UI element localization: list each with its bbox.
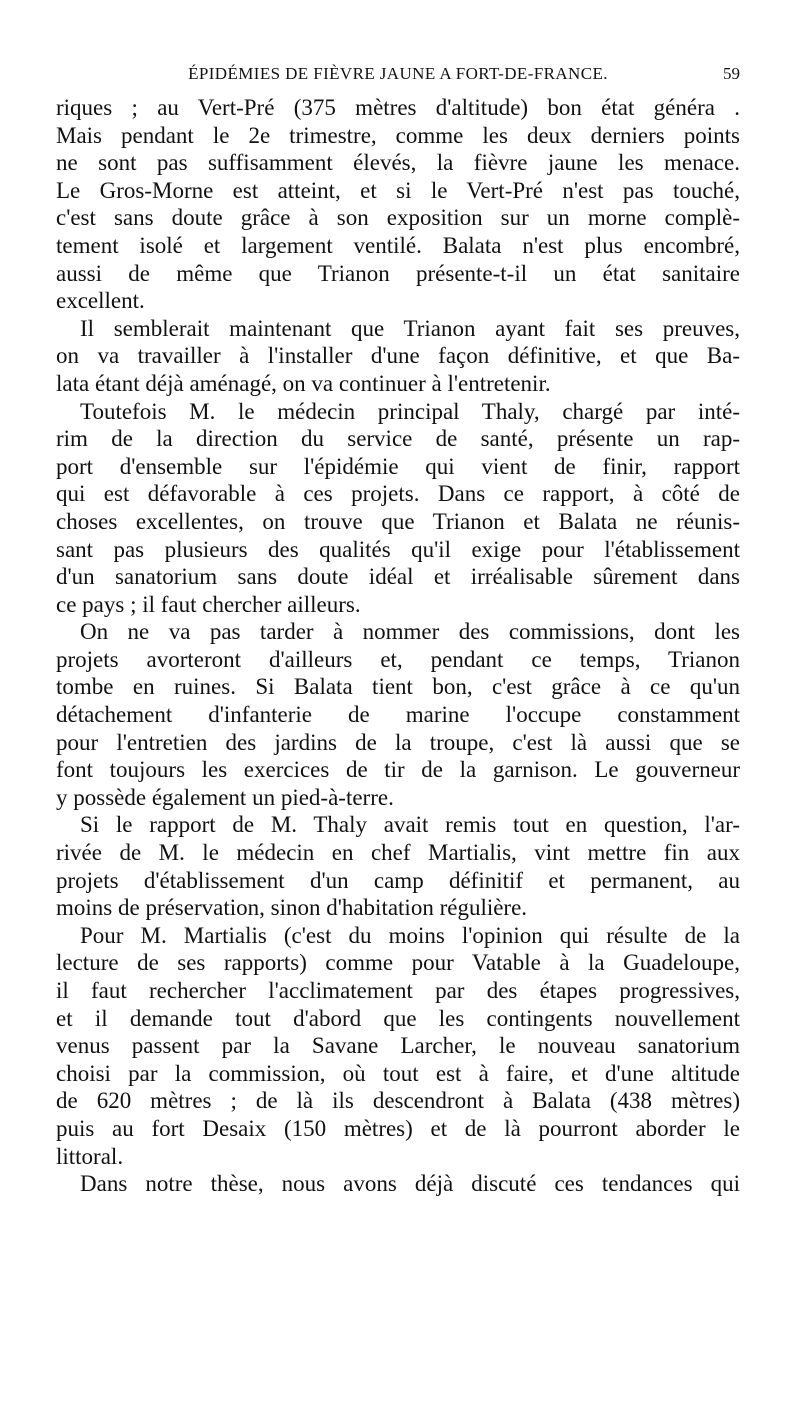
text-line: port d'ensemble sur l'épidémie qui vient de finir, rapport — [56, 453, 740, 479]
text-line: littoral. — [56, 1143, 124, 1169]
text-line: Il semblerait maintenant que Trianon ayant fait ses preuves, — [80, 315, 740, 341]
text-line: lecture de ses rapports) comme pour Vatable à la Guadeloupe, — [56, 950, 740, 976]
text-line: projets d'établissement d'un camp définitif et permanent, au — [56, 867, 740, 893]
text-line: pour l'entretien des jardins de la troupe, c'est là aussi que se — [56, 729, 740, 755]
text-line: rivée de M. le médecin en chef Martialis, vint mettre fin aux — [56, 840, 740, 866]
text-line: ce pays ; il faut chercher ailleurs. — [56, 591, 361, 617]
text-line: projets avorteront d'ailleurs et, pendant ce temps, Trianon — [56, 646, 740, 672]
text-line: excellent. — [56, 288, 145, 314]
page-number: 59 — [723, 64, 740, 83]
text-line: ne sont pas suffisamment élevés, la fièvre jaune les menace. — [56, 150, 740, 176]
text-line: détachement d'infanterie de marine l'occupe constamment — [56, 702, 740, 728]
text-line: choisi par la commission, où tout est à faire, et d'une altitude — [56, 1060, 740, 1086]
text-line: choses excellentes, on trouve que Trianon et Balata ne réunis- — [56, 508, 740, 534]
text-line: On ne va pas tarder à nommer des commissions, dont les — [80, 619, 740, 645]
text-line: Si le rapport de M. Thaly avait remis tout en question, l'ar- — [80, 812, 740, 838]
running-head — [56, 62, 740, 86]
text-line: lata étant déjà aménagé, on va continuer à l'entretenir. — [56, 370, 551, 396]
text-line: Pour M. Martialis (c'est du moins l'opinion qui résulte de la — [80, 922, 740, 948]
text-line: rim de la direction du service de santé, présente un rap- — [56, 426, 740, 452]
text-line: venus passent par la Savane Larcher, le nouveau sanatorium — [56, 1033, 740, 1059]
text-line: font toujours les exercices de tir de la garnison. Le gouverneur — [56, 757, 740, 783]
text-line: Dans notre thèse, nous avons déjà discuté ces tendances qui — [80, 1171, 740, 1197]
text-line: d'un sanatorium sans doute idéal et irréalisable sûrement dans — [56, 564, 740, 590]
text-line: qui est défavorable à ces projets. Dans ce rapport, à côté de — [56, 481, 740, 507]
text-line: y possède également un pied-à-terre. — [56, 784, 394, 810]
text-line: tombe en ruines. Si Balata tient bon, c'est grâce à ce qu'un — [56, 674, 740, 700]
running-title: ÉPIDÉMIES DE FIÈVRE JAUNE A FORT-DE-FRANCE. — [188, 64, 608, 83]
text-line: de 620 mètres ; de là ils descendront à Balata (438 mètres) — [56, 1088, 740, 1114]
text-line: Toutefois M. le médecin principal Thaly, chargé par inté- — [80, 398, 740, 424]
text-line: moins de préservation, sinon d'habitation régulière. — [56, 895, 528, 921]
text-line: c'est sans doute grâce à son exposition sur un morne complè- — [56, 205, 740, 231]
text-line: sant pas plusieurs des qualités qu'il exige pour l'établissement — [56, 536, 740, 562]
text-line: Mais pendant le 2e trimestre, comme les deux derniers points — [56, 122, 740, 148]
text-line: puis au fort Desaix (150 mètres) et de là pourront aborder le — [56, 1115, 740, 1141]
text-line: il faut rechercher l'acclimatement par des étapes progressives, — [56, 978, 740, 1003]
body-text — [56, 94, 740, 1198]
text-line: et il demande tout d'abord que les contingents nouvellement — [56, 1005, 740, 1031]
text-line: tement isolé et largement ventilé. Balata n'est plus encombré, — [56, 232, 740, 258]
text-line: aussi de même que Trianon présente-t-il un état sanitaire — [56, 260, 740, 286]
text-line: riques ; au Vert-Pré (375 mètres d'altitude) bon état généra . — [56, 95, 740, 120]
text-line: on va travailler à l'installer d'une façon définitive, et que Ba- — [56, 343, 740, 369]
text-line: Le Gros-Morne est atteint, et si le Vert-Pré n'est pas touché, — [56, 177, 740, 203]
